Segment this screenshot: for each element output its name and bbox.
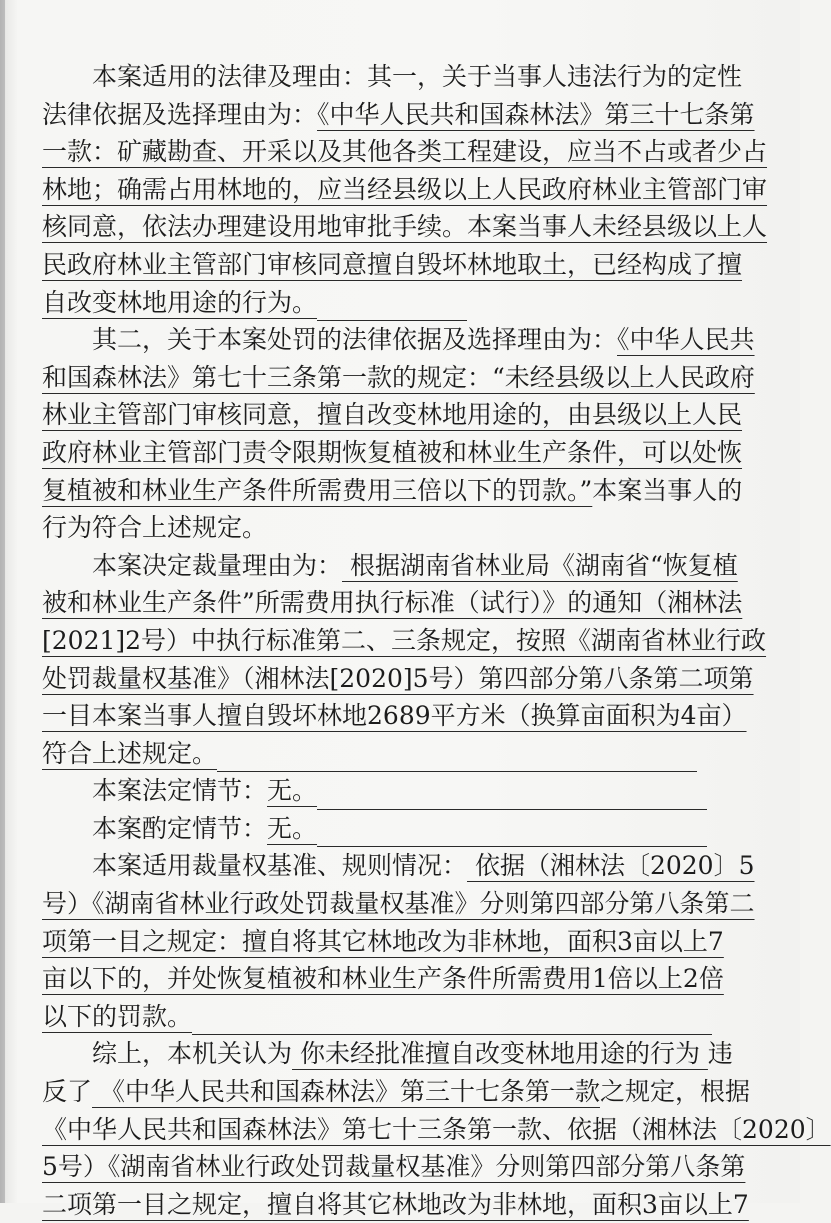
blank-underline (317, 779, 707, 810)
text-line (42, 547, 738, 585)
text-segment: 法律依据及选择理由为： (42, 99, 318, 129)
text-line (42, 133, 768, 171)
text-line (42, 396, 743, 434)
underlined-text: 《中华人民共和国森林法》第三十七条第一款 (92, 1077, 600, 1107)
text-line (42, 434, 743, 472)
text-line (42, 660, 754, 698)
text-line (42, 171, 768, 209)
text-line (42, 697, 747, 735)
text-line (42, 772, 698, 810)
text-line (42, 1073, 750, 1111)
text-line (42, 885, 755, 923)
text-line (42, 246, 743, 284)
text-line (42, 1035, 733, 1073)
text-segment: 反了 (42, 1077, 93, 1107)
text-line (42, 58, 743, 96)
underlined-text: 自改变林地用途的行为。 (42, 287, 318, 317)
text-line (42, 998, 698, 1036)
text-line (42, 96, 755, 134)
underlined-text: 以下的罚款。 (42, 1001, 193, 1031)
underlined-text: 林业主管部门审核同意，擅自改变林地用途的，由县级以上人民 (42, 400, 743, 430)
underlined-text: 亩以下的，并处恢复植被和林业生产条件所需费用1倍以上2倍 (42, 964, 724, 994)
text-segment: 本案适用的法律及理由：其一，关于当事人违法行为的定性 (92, 62, 743, 91)
text-segment: 本案法定情节： (92, 776, 268, 806)
text-segment: 本案酌定情节： (92, 813, 268, 843)
underlined-text: 政府林业主管部门责令限期恢复植被和林业生产条件，可以处恢 (42, 437, 743, 467)
text-segment: 本案适用裁量权基准、规则情况： (92, 851, 468, 881)
text-line (42, 960, 724, 998)
blank-underline (317, 290, 467, 321)
text-segment: 本案当事人的 (592, 475, 743, 505)
underlined-text: 无。 (267, 776, 318, 806)
blank-underline (192, 1004, 712, 1035)
underlined-text: 《中华人民共和国森林法》第三十七条第 (317, 99, 755, 129)
text-line (42, 321, 755, 359)
text-line (42, 208, 768, 246)
text-line (42, 735, 698, 773)
text-line (42, 622, 767, 660)
underlined-text: 复植被和林业生产条件所需费用三倍以下的罚款。” (42, 475, 593, 505)
text-segment: 违 (707, 1039, 733, 1069)
underlined-text: 《中华人民共 (617, 325, 755, 355)
text-line (42, 1186, 749, 1223)
underlined-text: 《中华人民共和国森林法》第七十三条第一款、依据（湘林法〔2020〕 (42, 1114, 831, 1144)
text-segment: 本案决定裁量理由为： (92, 550, 343, 580)
underlined-text: 核同意，依法办理建设用地审批手续。本案当事人未经县级以上人 (42, 212, 768, 242)
text-segment: 其二，关于本案处罚的法律依据及选择理由为： (92, 325, 618, 355)
underlined-text: 号）《湖南省林业行政处罚裁量权基准》分则第四部分第八条第二 (42, 889, 755, 919)
document-body (42, 58, 831, 1219)
underlined-text: 一目本案当事人擅自毁坏林地2689平方米（换算亩面积为4亩） (42, 701, 747, 731)
underlined-text: 5号）《湖南省林业行政处罚裁量权基准》分则第四部分第八条第 (42, 1152, 746, 1182)
underlined-text: 符合上述规定。 (42, 738, 218, 768)
underlined-text: 被和林业生产条件”所需费用执行标准（试行）》的通知（湘林法 (42, 588, 743, 618)
text-line (42, 284, 698, 322)
text-line (42, 472, 743, 510)
underlined-text: 项第一目之规定：擅自将其它林地改为非林地，面积3亩以上7 (42, 926, 724, 956)
underlined-text: 一款：矿藏勘查、开采以及其他各类工程建设，应当不占或者少占 (42, 137, 768, 167)
underlined-text: 依据（湘林法〔2020〕5 (467, 851, 755, 881)
text-line (42, 923, 724, 961)
underlined-text: 二项第一目之规定，擅自将其它林地改为非林地，面积3亩以上7 (42, 1189, 749, 1219)
blank-underline (317, 816, 707, 847)
text-line (42, 1148, 746, 1186)
underlined-text: 处罚裁量权基准》（湘林法[2020]5号）第四部分第八条第二项第 (42, 663, 754, 693)
underlined-text: 林地；确需占用林地的，应当经县级以上人民政府林业主管部门审 (42, 174, 768, 204)
text-segment: 之规定，根据 (599, 1077, 750, 1107)
text-segment: 综上，本机关认为 (92, 1039, 293, 1069)
text-line (42, 1111, 831, 1149)
underlined-text: 根据湖南省林业局《湖南省“恢复植 (342, 550, 738, 580)
underlined-text: [2021]2号）中执行标准第二、三条规定，按照《湖南省林业行政 (42, 625, 767, 655)
text-line (42, 509, 698, 547)
underlined-text: 民政府林业主管部门审核同意擅自毁坏林地取土，已经构成了擅 (42, 249, 743, 279)
underlined-text: 无。 (267, 813, 318, 843)
text-segment: 行为符合上述规定。 (42, 513, 268, 543)
underlined-text: 和国森林法》第七十三条第一款的规定：“未经县级以上人民政府 (42, 362, 755, 392)
text-line (42, 810, 698, 848)
text-line (42, 847, 755, 885)
page-binding-edge (0, 0, 5, 1203)
text-line (42, 584, 743, 622)
text-line (42, 359, 755, 397)
blank-underline (217, 741, 697, 772)
underlined-text: 你未经批准擅自改变林地用途的行为 (292, 1039, 708, 1069)
